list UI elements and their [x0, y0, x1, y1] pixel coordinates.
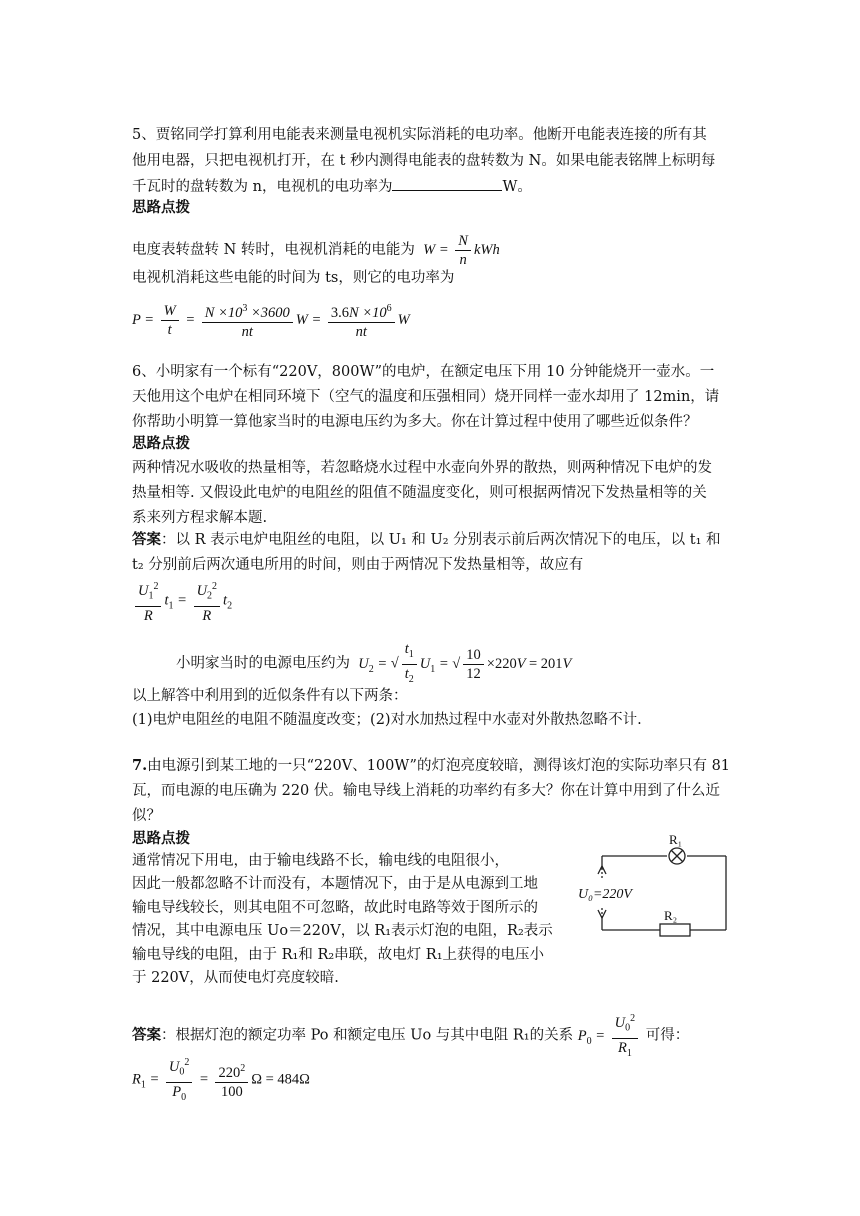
q7-text-line-1: 7.由电源引到某工地的一只“220V、100W”的灯泡亮度较暗，测得该灯泡的实际功率只有 81: [132, 757, 731, 774]
label-r2: R₂: [664, 908, 678, 923]
formula-p0: $P_0$ = $\frac{U_0^2}{R_1}$: [578, 1028, 641, 1044]
q7-hint-title: 思路点拨: [132, 830, 190, 847]
formula-voltage: $U_2$ = √ $\frac{t_1}{t_2}$ $U_1$ = √ $\frac{10}{12}$ ×220V = 201V: [354, 641, 572, 685]
q6-hint-line-1: 两种情况水吸收的热量相等，若忽略烧水过程中水壶向外界的散热，则两种情况下电炉的发: [132, 460, 712, 476]
q6-text-line-1: 6、小明家有一个标有“220V，800W”的电炉，在额定电压下用 10 分钟能烧开一壶水。一: [132, 364, 715, 380]
q7-hint-line-4: 情况，其中电源电压 Uo＝220V，以 R₁表示灯泡的电阻，R₂表示: [132, 923, 553, 939]
label-r1: R₁: [669, 832, 683, 847]
q7-answer-line-1: 答案：根据灯泡的额定功率 Po 和额定电压 Uo 与其中电阻 R₁的关系 $P_0$ = $\frac{U_0^2}{R_1}$ 可得：: [132, 1010, 689, 1063]
q7-hint-line-3: 输电导线较长，则其电阻不可忽略，故此时电路等效于图所示的: [132, 900, 538, 916]
q5-text-line-3: 千瓦时的盘转数为 n，电视机的电功率为 W。: [132, 176, 532, 197]
q6-approx-line-1: 以上解答中利用到的近似条件有以下两条：: [132, 688, 408, 704]
q6-approx-line-2: (1)电炉电阻丝的电阻不随温度改变；(2)对水加热过程中水壶对外散热忽略不计.: [132, 712, 642, 728]
q6-hint-title: 思路点拨: [132, 435, 190, 452]
q6-text-line-3: 你帮助小明算一算他家当时的电源电压约为多大。你在计算过程中使用了哪些近似条件？: [132, 414, 698, 430]
circuit-diagram: [574, 828, 734, 944]
q6-answer-line-2: t₂ 分别前后两次通电所用的时间，则由于两情况下发热量相等，故应有: [132, 557, 584, 573]
q5-text-line-1: 5、贾铭同学打算利用电能表来测量电视机实际消耗的电功率。他断开电能表连接的所有其: [132, 127, 707, 143]
q5-hint-line-2: 电视机消耗这些电能的时间为 ts，则它的电功率为: [132, 270, 455, 286]
q7-hint-line-2: 因此一般都忽略不计而没有，本题情况下，由于是从电源到工地: [132, 876, 538, 892]
q6-hint-line-3: 系来列方程求解本题.: [132, 510, 268, 526]
q5-hint-line-1: 电度表转盘转 N 转时，电视机消耗的电能为 W = $\frac{N}{n}$ kWh: [132, 233, 500, 268]
q7-text-line-2: 瓦，而电源的电压确为 220 伏。输电导线上消耗的功率约有多大？你在计算中用到了什么近: [132, 783, 720, 799]
formula-r1: $R_1$ = $\frac{U_0^2}{P_0}$ = $\frac{220^2}{100}$ Ω = 484Ω: [132, 1054, 310, 1107]
q7-hint-line-1: 通常情况下用电，由于输电线路不长，输电线的电阻很小，: [132, 853, 509, 869]
q6-hint-line-2: 热量相等. 又假设此电炉的电阻丝的阻值不随温度变化，则可根据两情况下发热量相等的关: [132, 485, 707, 501]
resistor-r2-symbol: [660, 924, 690, 936]
q5-text-line-2: 他用电器，只把电视机打开，在 t 秒内测得电能表的盘转数为 N。如果电能表铭牌上标明每: [132, 153, 716, 169]
label-u0: U₀=220V: [578, 887, 632, 902]
q6-answer-line-1: 答案：以 R 表示电炉电阻丝的电阻，以 U₁ 和 U₂ 分别表示前后两次情况下的电压，以 t₁ 和: [132, 531, 721, 548]
formula-heat-equal: $\frac{U_1^2}{R}$ $t_1$ = $\frac{U_2^2}{R}$ $t_2$: [132, 578, 232, 625]
q7-hint-line-5: 输电导线的电阻，由于 R₁和 R₂串联，故电灯 R₁上获得的电压小: [132, 947, 545, 963]
q6-voltage-line: 小明家当时的电源电压约为 $U_2$ = √ $\frac{t_1}{t_2}$ $U_1$ = √ $\frac{10}{12}$ ×220V = 201V: [176, 641, 572, 685]
q6-text-line-2: 天他用这个电炉在相同环境下（空气的温度和压强相同）烧开同样一壶水却用了 12min，请: [132, 389, 720, 405]
q5-hint-title: 思路点拨: [132, 199, 190, 216]
formula-power: P = $\frac{W}{t}$ = $\frac{N \times 10^3 \times 3600}{nt}$ W = $\frac{3.6N \times 10^6}{nt}$ W: [132, 300, 410, 341]
formula-energy: W = $\frac{N}{n}$ kWh: [419, 233, 500, 268]
q7-hint-line-6: 于 220V，从而使电灯亮度较暗.: [132, 970, 339, 986]
q7-text-line-3: 似？: [132, 808, 161, 824]
